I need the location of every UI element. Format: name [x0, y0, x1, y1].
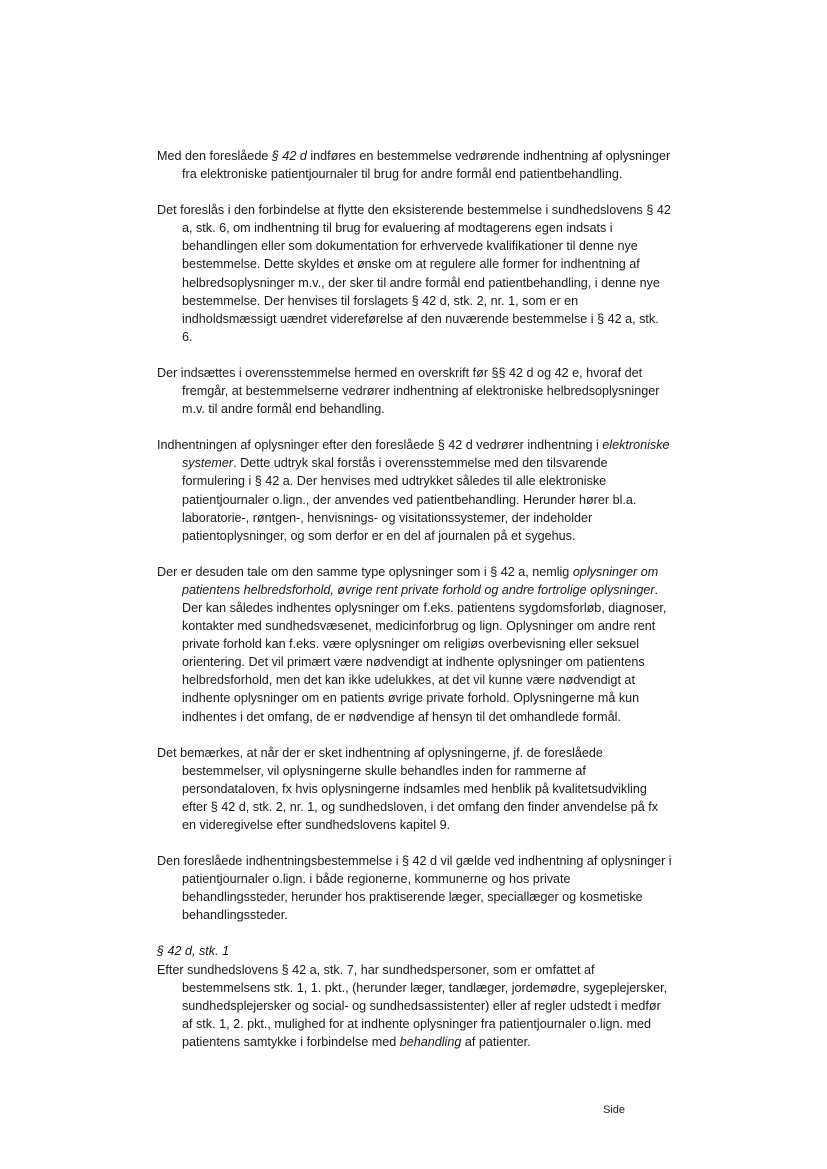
- italic-text: elektroniske systemer: [182, 438, 670, 471]
- text-run: Det bemærkes, at når der er sket indhentning af oplysningerne, jf. de foreslåede bestemmelser, vil oplysningerne skulle behandles inden for rammerne af persondataloven, fx hvis oplysningerne indsamles med henblik på kvalitetsudvikling efter § 42 d, stk. 2, nr. 1, og sundhedsloven, i det omfang den finder anvendelse på fx en videregivelse efter sundhedslovens kapitel 9.: [157, 745, 659, 832]
- text-run: Den foreslåede indhentningsbestemmelse i § 42 d vil gælde ved indhentning af oplysninger i patientjournaler o.lign. i både regionerne, kommunerne og hos private behandlingssteder, herunder hos praktiserende læger, speciallæger og kosmetiske behandlingssteder.: [157, 854, 672, 923]
- paragraph: [157, 563, 672, 726]
- paragraph-section-text: [157, 961, 672, 1051]
- paragraph: [157, 147, 672, 183]
- italic-text: oplysninger om patientens helbredsforhold, øvrige rent private forhold og andre fortrolige oplysninger: [182, 564, 659, 597]
- text-run: Efter sundhedslovens § 42 a, stk. 7, har sundhedspersoner, som er omfattet af bestemmelsens stk. 1, 1. pkt., (herunder læger, tandlæger, jordemødre, sygeplejersker, sundhedsplejersker og social- og sundhedsassistenter) eller af regler udstedt i medfør af stk. 1, 2. pkt., mulighed for at indhente oplysninger fra patientjournaler o.lign. med patientens samtykke i forbindelse med: [157, 962, 668, 1049]
- page-footer: Side: [603, 1104, 626, 1116]
- paragraph: [157, 436, 672, 545]
- paragraph-list: [157, 147, 672, 924]
- paragraph: [157, 852, 672, 924]
- section-heading: § 42 d, stk. 1: [157, 944, 230, 959]
- text-run: . Der kan således indhentes oplysninger om f.eks. patientens sygdomsforløb, diagnoser, kontakter med sundhedsvæsenet, medicinforbrug og lign. Oplysninger om andre rent private forhold kan f.eks. være oplysninger om religiøs overbevisning eller seksuel orientering. Det vil primært være nødvendigt at indhente oplysninger om patientens helbredsforhold, men det kan ikke udelukkes, at det vil kunne være nødvendigt at indhente oplysninger om en patients øvrige private forhold. Oplysningerne må kun indhentes i det omfang, de er nødvendige af hensyn til det omhandlede formål.: [182, 582, 667, 724]
- text-run: af patienter.: [461, 1034, 531, 1049]
- text-run: Der indsættes i overensstemmelse hermed en overskrift før §§ 42 d og 42 e, hvoraf det fremgår, at bestemmelserne vedrører indhentning af elektroniske helbredsoplysninger m.v. til andre formål end behandling.: [157, 365, 660, 417]
- text-run: indføres en bestemmelse vedrørende indhentning af oplysninger fra elektroniske patientjournaler til brug for andre formål end patientbehandling.: [182, 149, 671, 182]
- text-run: Der er desuden tale om den samme type oplysninger som i § 42 a, nemlig: [157, 564, 573, 579]
- italic-text: § 42 d: [271, 149, 307, 163]
- text-run: Indhentningen af oplysninger efter den foreslåede § 42 d vedrører indhentning i: [157, 438, 603, 453]
- paragraph: [157, 201, 672, 346]
- text-run: Med den foreslåede: [157, 149, 272, 163]
- paragraph: [157, 364, 672, 418]
- document-body: [157, 147, 672, 1051]
- italic-text: behandling: [399, 1034, 462, 1049]
- text-run: . Dette udtryk skal forstås i overensstemmelse med den tilsvarende formulering i § 42 a. Der henvises med udtrykket således til alle elektroniske patientjournaler o.lign., der anvendes ved patientbehandling. Herunder hører bl.a. laboratorie-, røntgen-, henvisnings- og visitationssystemer, der indeholder patientoplysninger, og som derfor er en del af journalen på et sygehus.: [182, 456, 637, 543]
- paragraph: [157, 744, 672, 834]
- text-run: Det foreslås i den forbindelse at flytte den eksisterende bestemmelse i sundhedslovens § 42 a, stk. 6, om indhentning til brug for evaluering af modtagerens egen indsats i behandlingen eller som dokumentation for erhvervede kvalifikationer til denne nye bestemmelse. Dette skyldes et ønske om at regulere alle former for indhentning af helbredsoplysninger m.v., der sker til andre formål end patientbehandling, i denne nye bestemmelse. Der henvises til forslagets § 42 d, stk. 2, nr. 1, som er en indholdsmæssigt uændret videreførelse af den nuværende bestemmelse i § 42 a, stk. 6.: [157, 203, 671, 344]
